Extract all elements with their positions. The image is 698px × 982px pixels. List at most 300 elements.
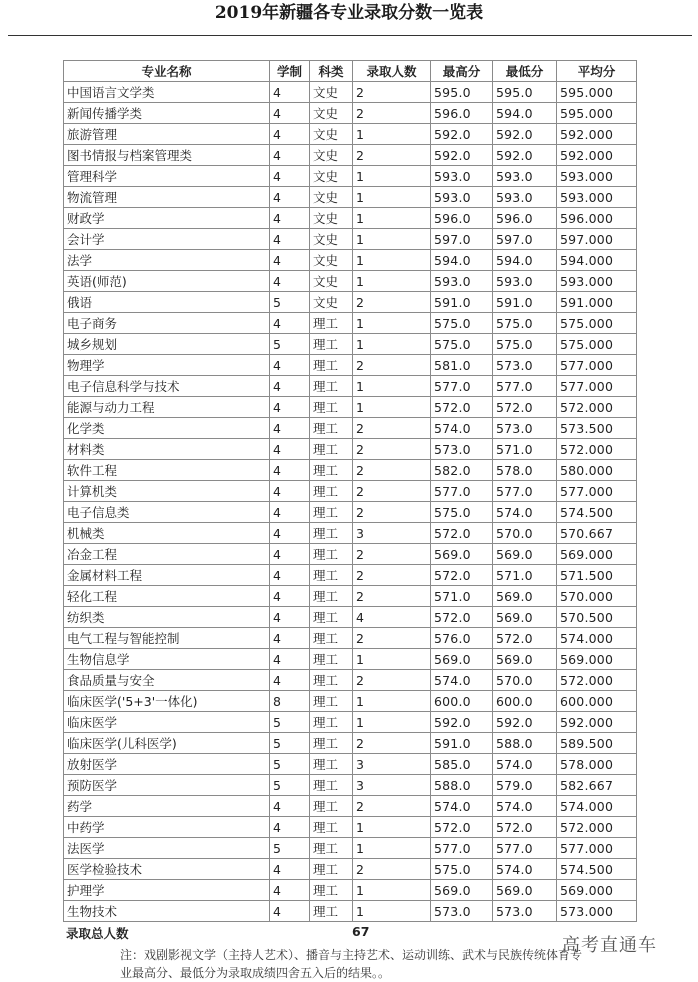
admitted-count-cell: 1: [353, 187, 431, 208]
watermark: 高考直通车: [562, 935, 657, 956]
avg-score-cell: 574.000: [557, 628, 637, 649]
min-score-cell: 594.0: [493, 250, 557, 271]
header-min-score: 最低分: [493, 61, 557, 82]
table-row: [64, 82, 637, 103]
major-name-cell: 计算机类: [64, 481, 270, 502]
min-score-cell: 577.0: [493, 481, 557, 502]
admitted-count-cell: 1: [353, 649, 431, 670]
duration-cell: 4: [270, 229, 310, 250]
table-row: [64, 859, 637, 880]
admitted-count-cell: 2: [353, 502, 431, 523]
max-score-cell: 596.0: [431, 208, 493, 229]
max-score-cell: 592.0: [431, 712, 493, 733]
avg-score-cell: 592.000: [557, 712, 637, 733]
min-score-cell: 592.0: [493, 124, 557, 145]
duration-cell: 4: [270, 460, 310, 481]
admitted-count-cell: 3: [353, 523, 431, 544]
page-title: 2019年新疆各专业录取分数一览表: [214, 3, 484, 23]
table-row: [64, 544, 637, 565]
major-name-cell: 临床医学(儿科医学): [64, 733, 270, 754]
table-row: [64, 460, 637, 481]
admitted-count-cell: 2: [353, 565, 431, 586]
table-row: [64, 124, 637, 145]
table-row: [64, 145, 637, 166]
category-cell: 理工: [310, 754, 353, 775]
max-score-cell: 572.0: [431, 817, 493, 838]
category-cell: 理工: [310, 502, 353, 523]
max-score-cell: 591.0: [431, 733, 493, 754]
avg-score-cell: 593.000: [557, 166, 637, 187]
max-score-cell: 593.0: [431, 271, 493, 292]
major-name-cell: 临床医学('5+3'一体化): [64, 691, 270, 712]
major-name-cell: 纺织类: [64, 607, 270, 628]
header-avg-score: 平均分: [557, 61, 637, 82]
max-score-cell: 574.0: [431, 418, 493, 439]
min-score-cell: 573.0: [493, 418, 557, 439]
min-score-cell: 571.0: [493, 439, 557, 460]
category-cell: 理工: [310, 586, 353, 607]
category-cell: 理工: [310, 565, 353, 586]
table-row: [64, 880, 637, 901]
major-name-cell: 新闻传播学类: [64, 103, 270, 124]
max-score-cell: 588.0: [431, 775, 493, 796]
category-cell: 理工: [310, 670, 353, 691]
max-score-cell: 577.0: [431, 376, 493, 397]
header-duration: 学制: [270, 61, 310, 82]
min-score-cell: 577.0: [493, 838, 557, 859]
admitted-count-cell: 2: [353, 628, 431, 649]
table-row: [64, 670, 637, 691]
min-score-cell: 578.0: [493, 460, 557, 481]
min-score-cell: 593.0: [493, 271, 557, 292]
table-row: [64, 649, 637, 670]
table-row: [64, 250, 637, 271]
admitted-count-cell: 2: [353, 544, 431, 565]
admitted-count-cell: 2: [353, 292, 431, 313]
max-score-cell: 577.0: [431, 838, 493, 859]
category-cell: 文史: [310, 82, 353, 103]
table-row: [64, 607, 637, 628]
admitted-count-cell: 1: [353, 691, 431, 712]
duration-cell: 4: [270, 250, 310, 271]
duration-cell: 4: [270, 355, 310, 376]
avg-score-cell: 580.000: [557, 460, 637, 481]
admitted-count-cell: 1: [353, 397, 431, 418]
major-name-cell: 电子信息科学与技术: [64, 376, 270, 397]
category-cell: 理工: [310, 607, 353, 628]
avg-score-cell: 569.000: [557, 649, 637, 670]
category-cell: 文史: [310, 145, 353, 166]
major-name-cell: 电子信息类: [64, 502, 270, 523]
min-score-cell: 600.0: [493, 691, 557, 712]
admitted-count-cell: 1: [353, 313, 431, 334]
major-name-cell: 英语(师范): [64, 271, 270, 292]
admitted-count-cell: 2: [353, 82, 431, 103]
title-divider: [8, 35, 692, 36]
duration-cell: 4: [270, 439, 310, 460]
major-name-cell: 生物技术: [64, 901, 270, 922]
major-name-cell: 医学检验技术: [64, 859, 270, 880]
table-row: [64, 229, 637, 250]
avg-score-cell: 577.000: [557, 481, 637, 502]
avg-score-cell: 589.500: [557, 733, 637, 754]
avg-score-cell: 577.000: [557, 838, 637, 859]
category-cell: 理工: [310, 796, 353, 817]
duration-cell: 4: [270, 187, 310, 208]
admitted-count-cell: 1: [353, 901, 431, 922]
major-name-cell: 图书情报与档案管理类: [64, 145, 270, 166]
category-cell: 理工: [310, 544, 353, 565]
major-name-cell: 化学类: [64, 418, 270, 439]
max-score-cell: 600.0: [431, 691, 493, 712]
score-table: [63, 60, 637, 922]
max-score-cell: 574.0: [431, 796, 493, 817]
min-score-cell: 593.0: [493, 187, 557, 208]
max-score-cell: 576.0: [431, 628, 493, 649]
min-score-cell: 569.0: [493, 607, 557, 628]
avg-score-cell: 569.000: [557, 880, 637, 901]
category-cell: 理工: [310, 859, 353, 880]
admitted-count-cell: 2: [353, 586, 431, 607]
min-score-cell: 569.0: [493, 586, 557, 607]
duration-cell: 4: [270, 103, 310, 124]
min-score-cell: 572.0: [493, 397, 557, 418]
major-name-cell: 管理科学: [64, 166, 270, 187]
major-name-cell: 中药学: [64, 817, 270, 838]
avg-score-cell: 572.000: [557, 439, 637, 460]
max-score-cell: 581.0: [431, 355, 493, 376]
duration-cell: 4: [270, 565, 310, 586]
category-cell: 理工: [310, 880, 353, 901]
admitted-count-cell: 2: [353, 460, 431, 481]
admitted-count-cell: 2: [353, 796, 431, 817]
max-score-cell: 593.0: [431, 166, 493, 187]
admitted-count-cell: 2: [353, 418, 431, 439]
major-name-cell: 电子商务: [64, 313, 270, 334]
admitted-count-cell: 4: [353, 607, 431, 628]
table-row: [64, 796, 637, 817]
major-name-cell: 俄语: [64, 292, 270, 313]
category-cell: 文史: [310, 166, 353, 187]
max-score-cell: 572.0: [431, 565, 493, 586]
avg-score-cell: 582.667: [557, 775, 637, 796]
admitted-count-cell: 2: [353, 859, 431, 880]
max-score-cell: 569.0: [431, 880, 493, 901]
table-row: [64, 376, 637, 397]
avg-score-cell: 574.500: [557, 502, 637, 523]
duration-cell: 4: [270, 880, 310, 901]
duration-cell: 4: [270, 628, 310, 649]
max-score-cell: 577.0: [431, 481, 493, 502]
table-row: [64, 292, 637, 313]
duration-cell: 4: [270, 796, 310, 817]
category-cell: 理工: [310, 376, 353, 397]
major-name-cell: 电气工程与智能控制: [64, 628, 270, 649]
duration-cell: 4: [270, 544, 310, 565]
avg-score-cell: 594.000: [557, 250, 637, 271]
category-cell: 理工: [310, 481, 353, 502]
max-score-cell: 571.0: [431, 586, 493, 607]
min-score-cell: 574.0: [493, 859, 557, 880]
admitted-count-cell: 1: [353, 229, 431, 250]
avg-score-cell: 570.667: [557, 523, 637, 544]
duration-cell: 4: [270, 145, 310, 166]
major-name-cell: 放射医学: [64, 754, 270, 775]
major-name-cell: 中国语言文学类: [64, 82, 270, 103]
min-score-cell: 572.0: [493, 817, 557, 838]
major-name-cell: 临床医学: [64, 712, 270, 733]
duration-cell: 4: [270, 901, 310, 922]
table-row: [64, 733, 637, 754]
duration-cell: 5: [270, 838, 310, 859]
category-cell: 文史: [310, 124, 353, 145]
min-score-cell: 591.0: [493, 292, 557, 313]
min-score-cell: 594.0: [493, 103, 557, 124]
duration-cell: 4: [270, 670, 310, 691]
category-cell: 理工: [310, 418, 353, 439]
table-row: [64, 502, 637, 523]
avg-score-cell: 595.000: [557, 103, 637, 124]
category-cell: 文史: [310, 103, 353, 124]
admitted-count-cell: 2: [353, 355, 431, 376]
avg-score-cell: 574.500: [557, 859, 637, 880]
category-cell: 理工: [310, 439, 353, 460]
min-score-cell: 574.0: [493, 754, 557, 775]
table-row: [64, 565, 637, 586]
max-score-cell: 596.0: [431, 103, 493, 124]
major-name-cell: 法学: [64, 250, 270, 271]
avg-score-cell: 597.000: [557, 229, 637, 250]
admitted-count-cell: 2: [353, 103, 431, 124]
duration-cell: 4: [270, 376, 310, 397]
major-name-cell: 护理学: [64, 880, 270, 901]
min-score-cell: 592.0: [493, 145, 557, 166]
duration-cell: 8: [270, 691, 310, 712]
table-row: [64, 418, 637, 439]
admitted-count-cell: 1: [353, 376, 431, 397]
duration-cell: 4: [270, 82, 310, 103]
duration-cell: 4: [270, 607, 310, 628]
duration-cell: 4: [270, 418, 310, 439]
min-score-cell: 588.0: [493, 733, 557, 754]
max-score-cell: 572.0: [431, 607, 493, 628]
duration-cell: 4: [270, 859, 310, 880]
min-score-cell: 592.0: [493, 712, 557, 733]
avg-score-cell: 596.000: [557, 208, 637, 229]
table-row: [64, 523, 637, 544]
avg-score-cell: 592.000: [557, 124, 637, 145]
header-max-score: 最高分: [431, 61, 493, 82]
duration-cell: 5: [270, 292, 310, 313]
admitted-count-cell: 1: [353, 166, 431, 187]
category-cell: 理工: [310, 334, 353, 355]
admitted-count-cell: 1: [353, 124, 431, 145]
table-row: [64, 103, 637, 124]
avg-score-cell: 572.000: [557, 817, 637, 838]
major-name-cell: 旅游管理: [64, 124, 270, 145]
major-name-cell: 冶金工程: [64, 544, 270, 565]
min-score-cell: 570.0: [493, 523, 557, 544]
category-cell: 理工: [310, 649, 353, 670]
category-cell: 文史: [310, 229, 353, 250]
min-score-cell: 593.0: [493, 166, 557, 187]
major-name-cell: 城乡规划: [64, 334, 270, 355]
table-row: [64, 628, 637, 649]
min-score-cell: 577.0: [493, 376, 557, 397]
max-score-cell: 574.0: [431, 670, 493, 691]
category-cell: 理工: [310, 775, 353, 796]
admitted-count-cell: 1: [353, 208, 431, 229]
avg-score-cell: 591.000: [557, 292, 637, 313]
avg-score-cell: 577.000: [557, 355, 637, 376]
avg-score-cell: 578.000: [557, 754, 637, 775]
duration-cell: 4: [270, 166, 310, 187]
admitted-count-cell: 1: [353, 271, 431, 292]
max-score-cell: 582.0: [431, 460, 493, 481]
category-cell: 理工: [310, 733, 353, 754]
table-row: [64, 439, 637, 460]
category-cell: 理工: [310, 523, 353, 544]
duration-cell: 4: [270, 502, 310, 523]
max-score-cell: 592.0: [431, 124, 493, 145]
major-name-cell: 物流管理: [64, 187, 270, 208]
category-cell: 文史: [310, 271, 353, 292]
min-score-cell: 573.0: [493, 901, 557, 922]
max-score-cell: 592.0: [431, 145, 493, 166]
duration-cell: 4: [270, 586, 310, 607]
table-row: [64, 775, 637, 796]
admitted-count-cell: 2: [353, 733, 431, 754]
duration-cell: 4: [270, 208, 310, 229]
min-score-cell: 574.0: [493, 796, 557, 817]
admitted-count-cell: 2: [353, 481, 431, 502]
admitted-count-cell: 1: [353, 880, 431, 901]
table-row: [64, 187, 637, 208]
total-label: 录取总人数: [66, 926, 129, 941]
category-cell: 理工: [310, 838, 353, 859]
duration-cell: 5: [270, 775, 310, 796]
table-row: [64, 754, 637, 775]
min-score-cell: 575.0: [493, 334, 557, 355]
table-row: [64, 817, 637, 838]
avg-score-cell: 570.000: [557, 586, 637, 607]
category-cell: 文史: [310, 292, 353, 313]
avg-score-cell: 572.000: [557, 397, 637, 418]
admitted-count-cell: 2: [353, 439, 431, 460]
category-cell: 理工: [310, 313, 353, 334]
max-score-cell: 569.0: [431, 649, 493, 670]
footnote: 注：戏剧影视文学（主持人艺术）、播音与主持艺术、运动训练、武术与民族传统体育专业最高分、最低分为录取成绩四舍五入后的结果。。: [120, 948, 583, 980]
category-cell: 理工: [310, 901, 353, 922]
table-row: [64, 712, 637, 733]
avg-score-cell: 571.500: [557, 565, 637, 586]
table-row: [64, 166, 637, 187]
major-name-cell: 材料类: [64, 439, 270, 460]
table-header-row: [64, 61, 637, 82]
min-score-cell: 579.0: [493, 775, 557, 796]
table-row: [64, 313, 637, 334]
min-score-cell: 569.0: [493, 649, 557, 670]
admitted-count-cell: 1: [353, 817, 431, 838]
category-cell: 理工: [310, 712, 353, 733]
min-score-cell: 569.0: [493, 544, 557, 565]
max-score-cell: 573.0: [431, 901, 493, 922]
max-score-cell: 597.0: [431, 229, 493, 250]
major-name-cell: 机械类: [64, 523, 270, 544]
min-score-cell: 573.0: [493, 355, 557, 376]
admitted-count-cell: 1: [353, 334, 431, 355]
duration-cell: 4: [270, 397, 310, 418]
admitted-count-cell: 1: [353, 838, 431, 859]
max-score-cell: 573.0: [431, 439, 493, 460]
max-score-cell: 569.0: [431, 544, 493, 565]
category-cell: 理工: [310, 397, 353, 418]
admitted-count-cell: 1: [353, 712, 431, 733]
table-row: [64, 334, 637, 355]
major-name-cell: 金属材料工程: [64, 565, 270, 586]
avg-score-cell: 574.000: [557, 796, 637, 817]
avg-score-cell: 600.000: [557, 691, 637, 712]
max-score-cell: 575.0: [431, 859, 493, 880]
table-row: [64, 838, 637, 859]
header-category: 科类: [310, 61, 353, 82]
min-score-cell: 575.0: [493, 313, 557, 334]
min-score-cell: 596.0: [493, 208, 557, 229]
duration-cell: 5: [270, 754, 310, 775]
admitted-count-cell: 2: [353, 670, 431, 691]
table-row: [64, 355, 637, 376]
avg-score-cell: 572.000: [557, 670, 637, 691]
category-cell: 理工: [310, 817, 353, 838]
major-name-cell: 药学: [64, 796, 270, 817]
max-score-cell: 572.0: [431, 397, 493, 418]
duration-cell: 4: [270, 124, 310, 145]
admitted-count-cell: 3: [353, 754, 431, 775]
avg-score-cell: 570.500: [557, 607, 637, 628]
max-score-cell: 595.0: [431, 82, 493, 103]
min-score-cell: 572.0: [493, 628, 557, 649]
min-score-cell: 574.0: [493, 502, 557, 523]
avg-score-cell: 575.000: [557, 334, 637, 355]
duration-cell: 4: [270, 523, 310, 544]
table-body: [64, 82, 637, 922]
major-name-cell: 预防医学: [64, 775, 270, 796]
table-row: [64, 208, 637, 229]
duration-cell: 4: [270, 817, 310, 838]
major-name-cell: 会计学: [64, 229, 270, 250]
category-cell: 文史: [310, 250, 353, 271]
table-row: [64, 397, 637, 418]
avg-score-cell: 577.000: [557, 376, 637, 397]
avg-score-cell: 595.000: [557, 82, 637, 103]
category-cell: 文史: [310, 208, 353, 229]
max-score-cell: 585.0: [431, 754, 493, 775]
avg-score-cell: 575.000: [557, 313, 637, 334]
header-major-name: 专业名称: [64, 61, 270, 82]
min-score-cell: 569.0: [493, 880, 557, 901]
major-name-cell: 生物信息学: [64, 649, 270, 670]
max-score-cell: 575.0: [431, 334, 493, 355]
major-name-cell: 法医学: [64, 838, 270, 859]
max-score-cell: 594.0: [431, 250, 493, 271]
admitted-count-cell: 1: [353, 250, 431, 271]
major-name-cell: 物理学: [64, 355, 270, 376]
duration-cell: 5: [270, 733, 310, 754]
admitted-count-cell: 2: [353, 145, 431, 166]
category-cell: 理工: [310, 355, 353, 376]
avg-score-cell: 593.000: [557, 271, 637, 292]
table-row: [64, 586, 637, 607]
